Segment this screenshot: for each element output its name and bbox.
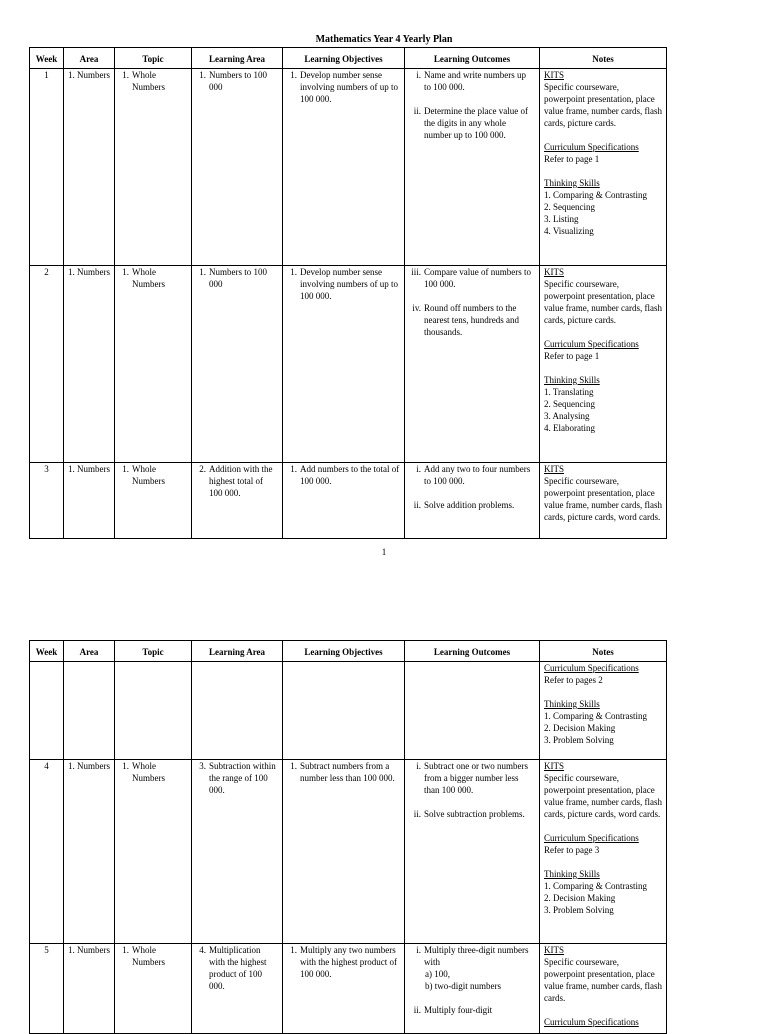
learning-area-number: 4. [199, 945, 206, 955]
outcome-sub-item: a) 100, [425, 969, 450, 979]
topic-number: 1. [122, 267, 129, 277]
thinking-skill-item: 4. Visualizing [544, 226, 594, 236]
notes-cell [540, 463, 667, 539]
learning-objective-cell [283, 266, 405, 463]
thinking-skill-item: 1. Comparing & Contrasting [544, 711, 647, 721]
header-area: Area [64, 641, 115, 662]
thinking-skill-item: 3. Problem Solving [544, 905, 614, 915]
objective-text: Develop number sense involving numbers of up to 100 000. [300, 70, 398, 104]
kits-text: Specific courseware, powerpoint presentation, place value frame, number cards, flash cards, picture cards. [544, 279, 662, 325]
curriculum-specifications-text: Refer to page 1 [544, 351, 600, 361]
learning-area-text: Numbers to 100 000 [209, 267, 267, 289]
thinking-skill-item: 3. Analysing [544, 411, 590, 421]
header-learning-area: Learning Area [192, 641, 283, 662]
kits-heading: KITS [544, 761, 564, 771]
week-cell: 2 [30, 266, 64, 463]
table-row [30, 944, 667, 1034]
objective-text: Develop number sense involving numbers of up to 100 000. [300, 267, 398, 301]
learning-area-number: 1. [199, 70, 206, 80]
week-cell: 5 [30, 944, 64, 1034]
outcome-number: ii. [413, 809, 421, 819]
table-header-row [30, 641, 667, 662]
learning-objective-cell [283, 463, 405, 539]
area-cell: 1. Numbers [64, 760, 115, 944]
kits-heading: KITS [544, 945, 564, 955]
objective-text: Add numbers to the total of 100 000. [300, 464, 400, 486]
curriculum-specifications-heading: Curriculum Specifications [544, 142, 639, 152]
area-cell: 1. Numbers [64, 69, 115, 266]
outcome-text: Multiply four-digit [424, 1005, 493, 1015]
topic-cell [115, 266, 192, 463]
kits-heading: KITS [544, 464, 564, 474]
topic-cell [115, 760, 192, 944]
document-title: Mathematics Year 4 Yearly Plan [315, 34, 453, 45]
header-notes: Notes [540, 641, 667, 662]
topic-cell [115, 662, 192, 760]
learning-area-cell [192, 662, 283, 760]
thinking-skill-item: 4. Elaborating [544, 423, 595, 433]
table-row [30, 69, 667, 266]
topic-number: 1. [122, 945, 129, 955]
curriculum-specifications-heading: Curriculum Specifications [544, 1017, 639, 1027]
area-cell: 1. Numbers [64, 463, 115, 539]
outcome-text: Compare value of numbers to 100 000. [424, 267, 531, 289]
topic-text: Whole Numbers [132, 761, 165, 783]
learning-outcomes-cell [405, 662, 540, 760]
curriculum-specifications-text: Refer to pages 2 [544, 675, 603, 685]
learning-area-cell [192, 266, 283, 463]
thinking-skill-item: 2. Sequencing [544, 202, 595, 212]
outcome-text: Round off numbers to the nearest tens, hundreds and thousands. [424, 303, 519, 337]
table-row [30, 662, 667, 760]
topic-text: Whole Numbers [132, 945, 165, 967]
learning-area-number: 2. [199, 464, 206, 474]
learning-area-number: 3. [199, 761, 206, 771]
objective-text: Multiply any two numbers with the highest product of 100 000. [300, 945, 397, 979]
objective-number: 1. [290, 267, 297, 277]
objective-number: 1. [290, 761, 297, 771]
curriculum-specifications-heading: Curriculum Specifications [544, 663, 639, 673]
week-cell [30, 662, 64, 760]
topic-cell [115, 944, 192, 1034]
header-week: Week [30, 641, 64, 662]
table-row [30, 266, 667, 463]
learning-area-text: Numbers to 100 000 [209, 70, 267, 92]
outcome-text: Subtract one or two numbers from a bigger number less than 100 000. [424, 761, 528, 795]
kits-text: Specific courseware, powerpoint presentation, place value frame, number cards, flash cards, picture cards, word cards. [544, 773, 662, 819]
topic-cell [115, 463, 192, 539]
header-week: Week [30, 48, 64, 69]
learning-outcomes-cell [405, 944, 540, 1034]
outcome-text: Add any two to four numbers to 100 000. [424, 464, 531, 486]
table-row [30, 760, 667, 944]
thinking-skill-item: 3. Listing [544, 214, 579, 224]
curriculum-specifications-text: Refer to page 3 [544, 845, 600, 855]
header-topic: Topic [115, 48, 192, 69]
thinking-skill-item: 1. Translating [544, 387, 594, 397]
learning-outcomes-cell [405, 266, 540, 463]
header-topic: Topic [115, 641, 192, 662]
outcome-text: Solve subtraction problems. [424, 809, 525, 819]
learning-area-text: Subtraction within the range of 100 000. [209, 761, 276, 795]
curriculum-specifications-heading: Curriculum Specifications [544, 833, 639, 843]
area-cell: 1. Numbers [64, 266, 115, 463]
thinking-skill-item: 2. Decision Making [544, 893, 616, 903]
learning-objective-cell [283, 760, 405, 944]
area-cell [64, 662, 115, 760]
table-row [30, 463, 667, 539]
outcome-text: Solve addition problems. [424, 500, 515, 510]
table-header-row [30, 48, 667, 69]
objective-number: 1. [290, 464, 297, 474]
topic-number: 1. [122, 70, 129, 80]
learning-area-cell [192, 944, 283, 1034]
kits-heading: KITS [544, 70, 564, 80]
thinking-skills-heading: Thinking Skills [544, 375, 600, 385]
kits-text: Specific courseware, powerpoint presentation, place value frame, number cards, flash cards. [544, 957, 662, 1003]
header-learning-objectives: Learning Objectives [283, 641, 405, 662]
learning-outcomes-cell [405, 463, 540, 539]
learning-objective-cell [283, 69, 405, 266]
learning-objective-cell [283, 944, 405, 1034]
outcome-number: ii. [413, 500, 421, 510]
learning-area-text: Addition with the highest total of 100 000. [209, 464, 273, 498]
thinking-skill-item: 1. Comparing & Contrasting [544, 881, 647, 891]
page-number: 1 [381, 547, 387, 557]
thinking-skills-heading: Thinking Skills [544, 869, 600, 879]
header-learning-objectives: Learning Objectives [283, 48, 405, 69]
kits-text: Specific courseware, powerpoint presentation, place value frame, number cards, flash cards, picture cards, word cards. [544, 476, 662, 522]
outcome-number: iii. [411, 267, 421, 277]
topic-text: Whole Numbers [132, 70, 165, 92]
header-area: Area [64, 48, 115, 69]
notes-cell [540, 69, 667, 266]
outcome-number: iv. [412, 303, 421, 313]
outcome-text: Name and write numbers up to 100 000. [424, 70, 526, 92]
objective-number: 1. [290, 945, 297, 955]
learning-area-cell [192, 69, 283, 266]
learning-outcomes-cell [405, 760, 540, 944]
outcome-number: i. [416, 761, 421, 771]
curriculum-specifications-text: Refer to page 1 [544, 154, 600, 164]
notes-cell [540, 760, 667, 944]
topic-text: Whole Numbers [132, 267, 165, 289]
notes-cell [540, 662, 667, 760]
outcome-number: i. [416, 945, 421, 955]
thinking-skill-item: 2. Decision Making [544, 723, 616, 733]
thinking-skill-item: 3. Problem Solving [544, 735, 614, 745]
header-learning-outcomes: Learning Outcomes [405, 48, 540, 69]
thinking-skills-heading: Thinking Skills [544, 699, 600, 709]
outcome-number: ii. [413, 106, 421, 116]
learning-area-number: 1. [199, 267, 206, 277]
yearly-plan-table-page-1 [29, 47, 667, 539]
topic-number: 1. [122, 464, 129, 474]
notes-cell [540, 944, 667, 1034]
outcome-number: ii. [413, 1005, 421, 1015]
thinking-skill-item: 1. Comparing & Contrasting [544, 190, 647, 200]
header-notes: Notes [540, 48, 667, 69]
area-cell: 1. Numbers [64, 944, 115, 1034]
outcome-number: i. [416, 464, 421, 474]
yearly-plan-table-page-2 [29, 640, 667, 1034]
week-cell: 1 [30, 69, 64, 266]
outcome-sub-item: b) two-digit numbers [425, 981, 501, 991]
kits-text: Specific courseware, powerpoint presentation, place value frame, number cards, flash cards, picture cards. [544, 82, 662, 128]
thinking-skills-heading: Thinking Skills [544, 178, 600, 188]
outcome-text: Determine the place value of the digits in any whole number up to 100 000. [424, 106, 528, 140]
header-learning-area: Learning Area [192, 48, 283, 69]
topic-text: Whole Numbers [132, 464, 165, 486]
week-cell: 3 [30, 463, 64, 539]
header-learning-outcomes: Learning Outcomes [405, 641, 540, 662]
objective-text: Subtract numbers from a number less than 100 000. [300, 761, 395, 783]
topic-cell [115, 69, 192, 266]
learning-objective-cell [283, 662, 405, 760]
kits-heading: KITS [544, 267, 564, 277]
curriculum-specifications-heading: Curriculum Specifications [544, 339, 639, 349]
week-cell: 4 [30, 760, 64, 944]
learning-outcomes-cell [405, 69, 540, 266]
thinking-skill-item: 2. Sequencing [544, 399, 595, 409]
learning-area-cell [192, 760, 283, 944]
learning-area-text: Multiplication with the highest product of 100 000. [209, 945, 267, 991]
objective-number: 1. [290, 70, 297, 80]
notes-cell [540, 266, 667, 463]
outcome-text: Multiply three-digit numbers with [424, 945, 529, 967]
learning-area-cell [192, 463, 283, 539]
outcome-number: i. [416, 70, 421, 80]
topic-number: 1. [122, 761, 129, 771]
